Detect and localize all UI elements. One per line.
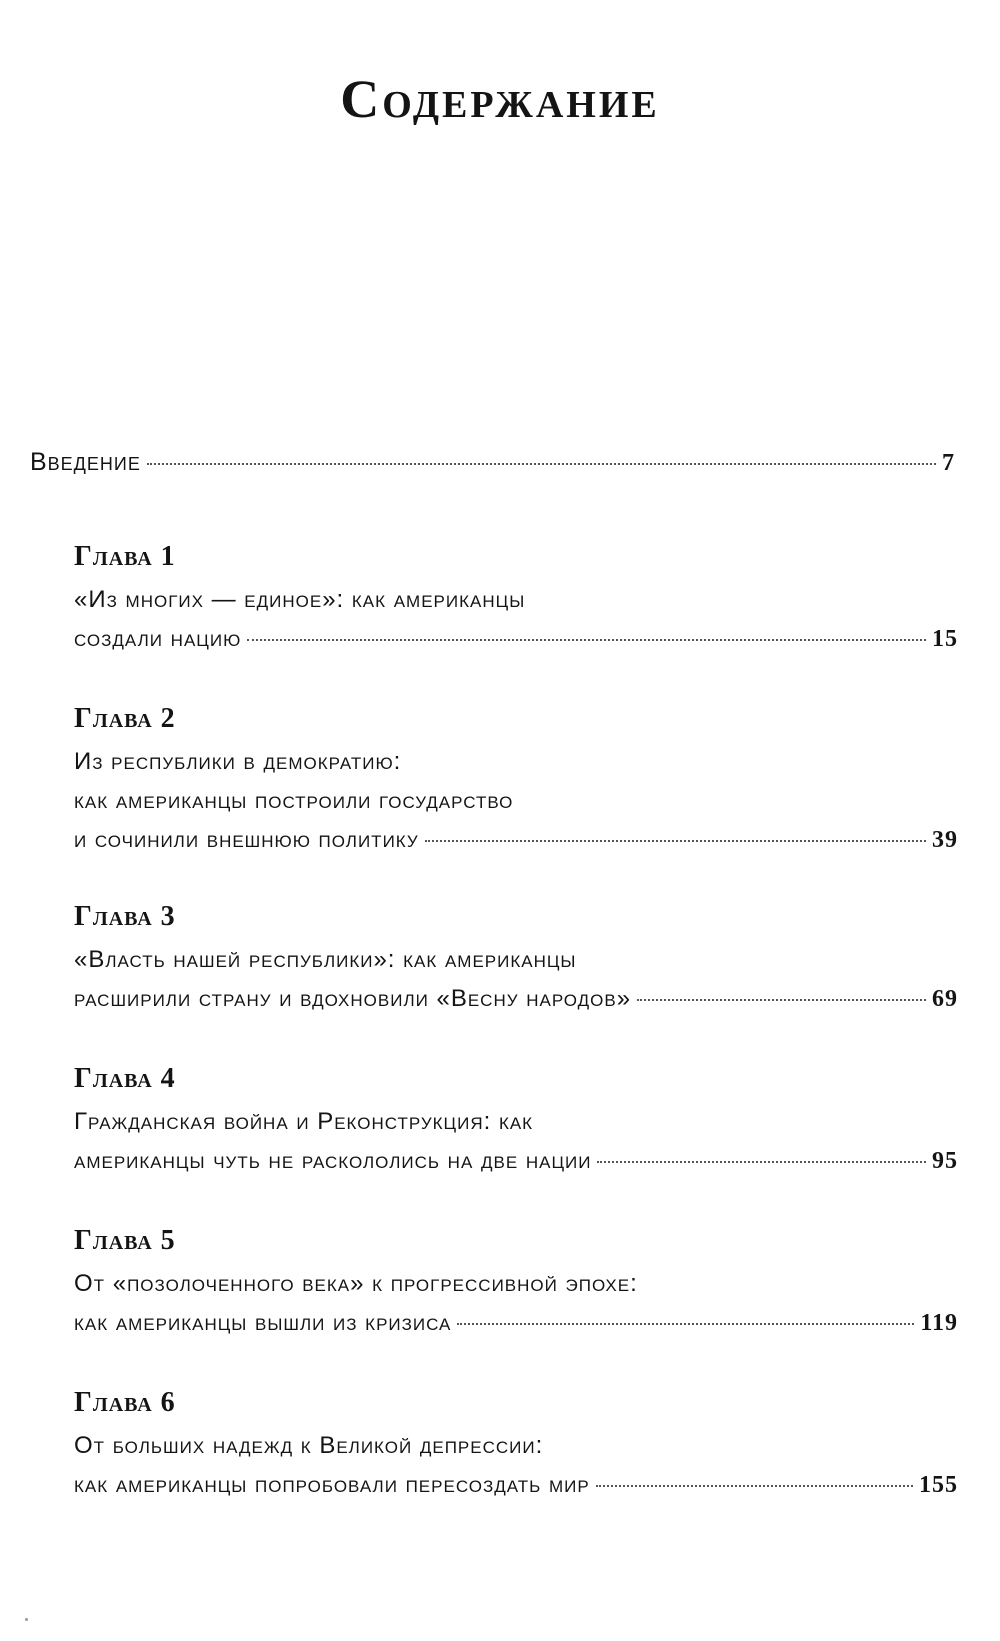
chapter-subtitle-line: «Из многих — единое»: как американцы [74,586,526,613]
chapter-subtitle-last-line [74,1465,958,1505]
toc-page-number: 119 [920,1310,958,1336]
chapter-subtitle-line: как американцы построили государство [74,787,514,814]
dot-leader [147,463,936,465]
toc-entry-chapter-2[interactable] [74,702,958,900]
toc-page-number: 155 [919,1472,958,1498]
chapter-subtitle-text: как американцы попробовали пересоздать мир [74,1471,590,1498]
chapter-title: Глава 1 [74,541,176,572]
dot-leader [596,1485,913,1487]
toc-page-number: 95 [932,1148,958,1174]
chapter-list [74,540,958,1548]
chapter-title: Глава 3 [74,901,176,932]
dot-leader [247,639,926,641]
toc-entry-chapter-4[interactable] [74,1062,958,1224]
toc-page-number: 7 [942,450,955,476]
page-title: Содержание [340,69,660,129]
toc-entry-label: Введение [30,448,141,476]
toc-entry-chapter-1[interactable] [74,540,958,702]
chapter-subtitle-line: «Власть нашей республики»: как американцы [74,946,577,973]
toc-entry-chapter-5[interactable] [74,1224,958,1386]
dot-leader [597,1161,926,1163]
toc-page-number: 39 [932,827,958,853]
toc-page-number: 69 [932,986,958,1012]
chapter-title: Глава 5 [74,1225,176,1256]
toc-entry-chapter-6[interactable] [74,1386,958,1548]
chapter-subtitle-text: расширили страну и вдохновили «Весну народов» [74,985,632,1012]
chapter-title: Глава 2 [74,703,176,734]
chapter-subtitle-line: От «позолоченного века» к прогрессивной эпохе: [74,1270,638,1297]
chapter-subtitle-last-line [74,1141,958,1181]
chapter-title: Глава 4 [74,1063,176,1094]
chapter-subtitle-last-line [74,979,958,1019]
dot-leader [637,999,926,1001]
chapter-subtitle-last-line [74,820,958,860]
chapter-subtitle-text: и сочинили внешнюю политику [74,826,419,853]
chapter-subtitle-text: создали нацию [74,625,242,652]
dot-leader [457,1323,914,1325]
chapter-subtitle-text: американцы чуть не раскололись на две нации [74,1147,592,1174]
toc-entry-chapter-3[interactable] [74,900,958,1062]
chapter-subtitle-line: Из республики в демократию: [74,748,402,775]
chapter-subtitle-last-line [74,619,958,659]
chapter-subtitle-text: как американцы вышли из кризиса [74,1309,452,1336]
chapter-subtitle-line: Гражданская война и Реконструкция: как [74,1108,534,1135]
toc-entry-intro[interactable] [30,448,955,477]
chapter-subtitle-last-line [74,1303,958,1343]
scan-speck [25,1618,28,1621]
dot-leader [425,840,926,842]
toc-page-number: 15 [932,626,958,652]
chapter-title: Глава 6 [74,1387,176,1418]
chapter-subtitle-line: От больших надежд к Великой депрессии: [74,1432,544,1459]
